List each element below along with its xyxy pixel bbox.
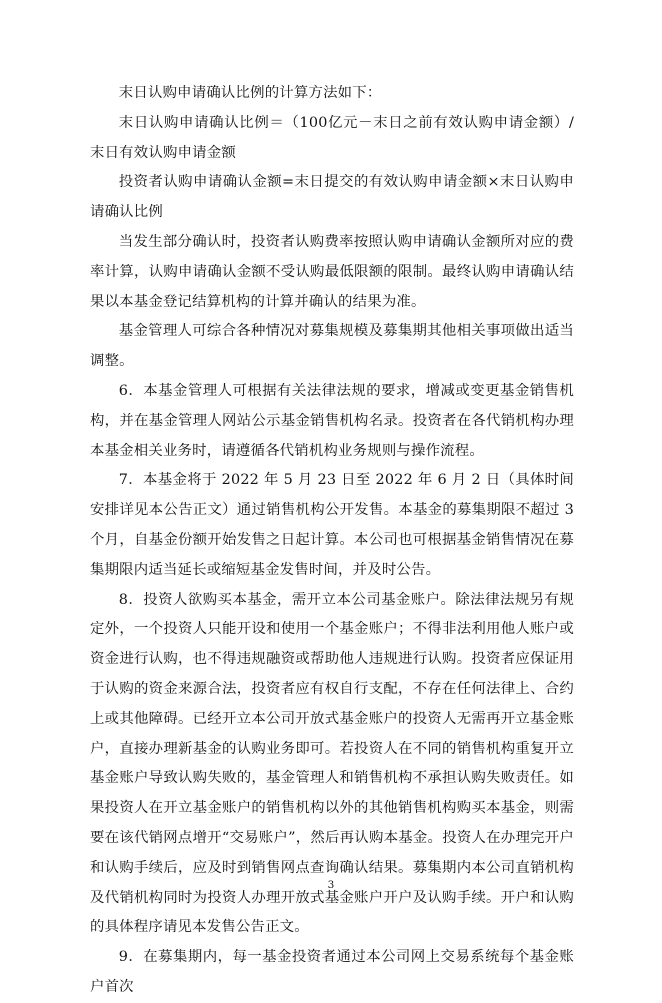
paragraph-partial-confirmation: 当发生部分确认时，投资者认购费率按照认购申请确认金额所对应的费率计算，认购申请确认金额不受认购最低限额的限制。最终认购申请确认结果以本基金登记结算机构的计算并确认的结果为准。: [90, 233, 574, 310]
paragraph-confirmation-ratio-formula: 末日认购申请确认比例＝（100亿元－末日之前有效认购申请金额）/末日有效认购申请金额: [90, 114, 574, 161]
paragraph-manager-adjustment: 基金管理人可综合各种情况对募集规模及募集期其他相关事项做出适当调整。: [90, 323, 574, 370]
paragraph-item-7-offering-period: 7．本基金将于 2022 年 5 月 23 日至 2022 年 6 月 2 日（具体时间安排详见本公告正文）通过销售机构公开发售。本基金的募集期限不超过 3 个月，自基金份额开始发售之日起计算。本公司也可根据基金销售情况在募集期限内适当延长或缩短基金发售时间，并及时公告。: [90, 472, 574, 578]
paragraph-item-6-sales-agencies: 6．本基金管理人可根据有关法律法规的要求，增减或变更基金销售机构，并在基金管理人网站公示基金销售机构名录。投资者在各代销机构办理本基金相关业务时，请遵循各代销机构业务规则与操作流程。: [90, 382, 574, 459]
page-number: 3: [327, 879, 335, 891]
paragraph-item-8-fund-account: 8．投资人欲购买本基金，需开立本公司基金账户。除法律法规另有规定外，一个投资人只能开设和使用一个基金账户；不得非法利用他人账户或资金进行认购，也不得违规融资或帮助他人违规进行认购。投资者应保证用于认购的资金来源合法，投资者应有权自行支配，不存在任何法律上、合约上或其他障碍。已经开立本公司开放式基金账户的投资人无需再开立基金账户，直接办理新基金的认购业务即可。若投资人在不同的销售机构重复开立基金账户导致认购失败的，基金管理人和销售机构不承担认购失败责任。如果投资人在开立基金账户的销售机构以外的其他销售机构购买本基金，则需要在该代销网点增开“交易账户”，然后再认购本基金。投资人在办理完开户和认购手续后，应及时到销售网点查询确认结果。募集期内本公司直销机构及代销机构同时为投资人办理开放式基金账户开户及认购手续。开户和认购的具体程序请见本发售公告正文。: [90, 591, 574, 936]
paragraph-confirmation-method-heading: 末日认购申请确认比例的计算方法如下：: [118, 85, 382, 101]
paragraph-confirmed-amount-formula: 投资者认购申请确认金额=末日提交的有效认购申请金额×末日认购申请确认比例: [90, 174, 574, 221]
paragraph-item-9-online-trading: 9．在募集期内，每一基金投资者通过本公司网上交易系统每个基金账户首次: [90, 949, 574, 995]
document-body: [90, 79, 574, 1003]
